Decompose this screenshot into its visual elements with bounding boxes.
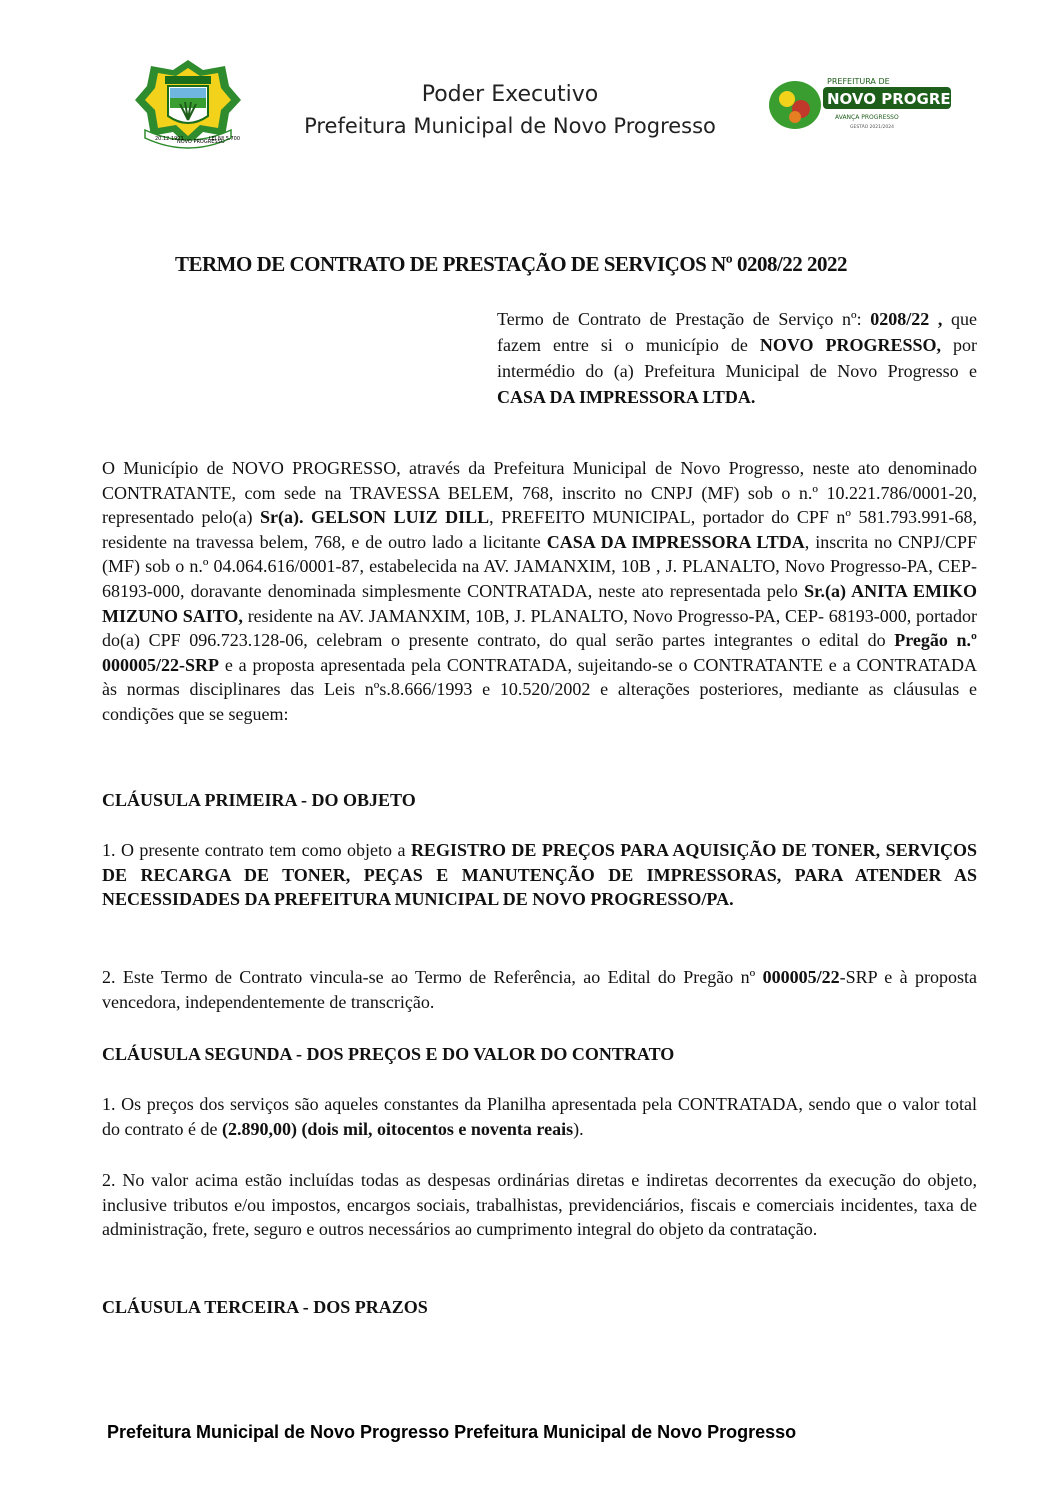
letterhead [0,0,1059,180]
municipality-name: NOVO PROGRESSO, [759,335,942,355]
page-footer: Prefeitura Municipal de Novo Progresso Prefeitura Municipal de Novo Progresso [107,1422,797,1442]
preamble-text-3: por intermédio do (a) Prefeitura Municipal de Novo Progresso e [497,335,978,381]
letterhead-title [260,80,760,142]
preamble-text-2: que fazem entre si o município de [497,309,978,355]
crest-date: 20.12.1991 [155,136,184,142]
preamble-text-1: Termo de Contrato de Prestação de Serviço nº: [497,309,862,329]
clause-1-item-1 [102,838,977,912]
logo-main: NOVO PROGRESSO [827,90,985,108]
contractor-company: CASA DA IMPRESSORA LTDA [546,531,805,552]
clause-2-item-2: 2. No valor acima estão incluídas todas as despesas ordinárias diretas e indiretas decorrentes da execução do objeto, inclusive tributos e/ou impostos, encargos sociais, trabalhistas, previdenciários, fiscais e comerciais incidentes, taxa de administração, frete, seguro e outros necessários ao cumprimento integral do objeto da contratação. [102,1170,977,1240]
intro-text-4: residente na AV. JAMANXIM, 10B, J. PLANALTO, Novo Progresso-PA, CEP- 68193-000, portador do(a) CPF 096.723.128-06, celebram o presente contrato, do qual serão partes integrantes o edital do [102,605,977,651]
letterhead-line-2: Prefeitura Municipal de Novo Progresso [304,114,716,138]
contract-object: REGISTRO DE PREÇOS PARA AQUISIÇÃO DE TONER, SERVIÇOS DE RECARGA DE TONER, PEÇAS E MANUTENÇÃO DE IMPRESSORAS, PARA ATENDER AS NECESSIDADES DA PREFEITURA MUNICIPAL DE NOVO PROGRESSO/PA. [102,840,978,910]
novo-progresso-logo-icon [765,73,985,133]
clause-1-item-2 [102,965,977,1014]
clause-2-heading: CLÁUSULA SEGUNDA - DOS PREÇOS E DO VALOR DO CONTRATO [102,1044,675,1064]
logo-prefix: PREFEITURA DE [827,77,890,86]
intro-text-2: , PREFEITO MUNICIPAL, portador do CPF nº 581.793.991-68, residente na travessa belem, 768, e de outro lado a licitante [102,507,978,552]
intro-text-1: O Município de NOVO PROGRESSO, através da Prefeitura Municipal de Novo Progresso, neste ato denominado CONTRATANTE, com sede na TRAVESSA BELEM, 768, inscrito no CNPJ (MF) sob o n.º 10.221.786/0001-20, representado pelo(a) [102,458,977,528]
clause-1-heading: CLÁUSULA PRIMEIRA - DO OBJETO [102,790,416,810]
bid-number: 000005/22 [762,967,840,987]
crest-law: LEI Nº 5.700 [209,136,241,142]
crest-name: NOVO PROGRESSO [177,139,225,145]
document-title: TERMO DE CONTRATO DE PRESTAÇÃO DE SERVIÇOS Nº 0208/22 2022 [175,252,848,276]
logo-term: GESTÃO 2021/2024 [850,125,894,130]
clause-1-item-1-text: 1. O presente contrato tem como objeto a [102,840,406,860]
clause-1-item-2-text-b: -SRP e à proposta vencedora, independentemente de transcrição. [102,967,977,1012]
letterhead-line-1: Poder Executivo [421,82,599,107]
contract-value: (2.890,00) (dois mil, oitocentos e noventa reais [221,1118,574,1139]
intro-text-3: , inscrita no CNPJ/CPF (MF) sob o n.º 04.064.616/0001-87, estabelecida na AV. JAMANXIM, 10B , J. PLANALTO, Novo Progresso-PA, CEP-68193-000, doravante denominada simplesmente CONTRATADA, neste ato representada pelo [102,531,978,601]
contract-preamble [497,306,977,410]
logo-slogan: AVANÇA PROGRESSO [835,114,899,121]
intro-text-5: e a proposta apresentada pela CONTRATADA, sujeitando-se o CONTRATANTE e a CONTRATADA às normas disciplinares das Leis nºs.8.666/1993 e 10.520/2002 e alterações posteriores, mediante as cláusulas e condições que se seguem: [102,654,977,724]
clause-2-item-1-text: 1. Os preços dos serviços são aqueles constantes da Planilha apresentada pela CONTRATADA, sendo que o valor total do contrato é de [102,1094,977,1139]
mayor-name: Sr(a). GELSON LUIZ DILL [260,507,490,528]
clause-1-item-2-text-a: 2. Este Termo de Contrato vincula-se ao Termo de Referência, ao Edital do Pregão nº [102,967,756,987]
contractor-representative: Sr.(a) ANITA EMIKO MIZUNO SAITO, [102,580,978,626]
contract-number: 0208/22 , [870,309,943,329]
clause-2-item-1-end: ). [573,1118,584,1139]
municipal-coat-of-arms-icon [133,58,243,153]
intro-paragraph [102,456,977,727]
clause-2-item-1 [102,1092,977,1141]
clause-3-heading: CLÁUSULA TERCEIRA - DOS PRAZOS [102,1297,428,1317]
bid-reference: Pregão n.º 000005/22-SRP [102,630,977,675]
contractor-name: CASA DA IMPRESSORA LTDA. [497,387,756,407]
